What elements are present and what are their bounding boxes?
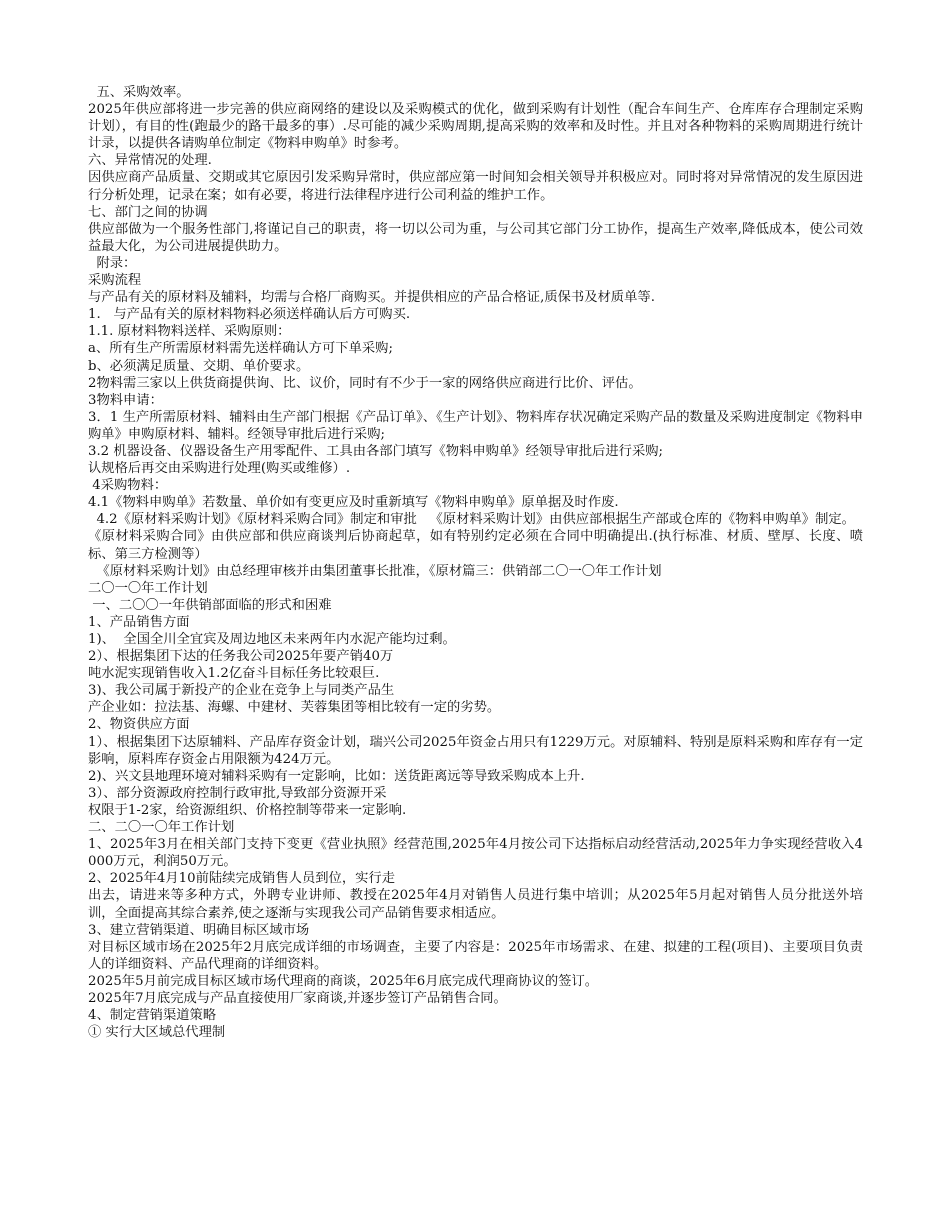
paragraph: 认规格后再交由采购进行处理(购买或维修）. bbox=[88, 461, 351, 477]
paragraph: 3．1 生产所需原材料、辅料由生产部门根据《产品订单》、《生产计划》、物料库存状况确定采购产品的数量及采购进度制定《物料申购单》申购原材料、辅料。经领导审批后进行采购; bbox=[88, 409, 863, 442]
paragraph: 3)、我公司属于新投产的企业在竞争上与同类产品生 bbox=[88, 683, 395, 699]
section-heading: 六、异常情况的处理. bbox=[88, 153, 212, 169]
subsection-heading: 3、建立营销渠道、明确目标区域市场 bbox=[88, 922, 310, 938]
paragraph: 4采购物料： bbox=[88, 478, 168, 494]
paragraph: 《原材料采购计划》由总经理审核并由集团董事长批准，《原材篇三：供销部二〇一〇年工作计划 bbox=[88, 563, 662, 579]
paragraph: ① 实行大区域总代理制 bbox=[88, 1025, 226, 1041]
document-body bbox=[88, 84, 863, 1041]
paragraph: 1）、根据集团下达原辅料、产品库存资金计划，瑞兴公司2025年资金占用只有1229万元。对原辅料、特别是原料采购和库存有一定影响，原料库存资金占用限额为424万元。 bbox=[88, 734, 863, 767]
paragraph: 2025年5月前完成目标区域市场代理商的商谈，2025年6月底完成代理商协议的签订。 bbox=[88, 973, 599, 989]
paragraph: 出去，请进来等多种方式，外聘专业讲师、教授在2025年4月对销售人员进行集中培训；从2025年5月起对销售人员分批送外培训，全面提高其综合素养,使之逐渐与实现我公司产品销售要求相适应。 bbox=[88, 888, 863, 921]
paragraph: 2025年供应部将进一步完善的供应商网络的建设以及采购模式的优化，做到采购有计划性（配合车间生产、仓库库存合理制定采购计划），有目的性(跑最少的路干最多的事）.尽可能的减少采购周期,提高采购的效率和及时性。并且对各种物料的采购周期进行统计计录，以提供各请购单位制定《物料申购单》时参考。 bbox=[88, 102, 863, 152]
document-title: 二〇一〇年工作计划 bbox=[88, 580, 208, 596]
paragraph: 《原材料采购合同》由供应部和供应商谈判后协商起草，如有特别约定必须在合同中明确提出.(执行标准、材质、壁厚、长度、喷标、第三方检测等） bbox=[88, 529, 863, 562]
paragraph: 2)、兴文县地理环境对辅料采购有一定影响，比如：送货距离远等导致采购成本上升. bbox=[88, 768, 585, 784]
subsection-heading: 4、制定营销渠道策略 bbox=[88, 1008, 217, 1024]
paragraph: 产企业如：拉法基、海螺、中建材、芙蓉集团等相比较有一定的劣势。 bbox=[88, 700, 501, 716]
section-heading: 二、二〇一〇年工作计划 bbox=[88, 820, 235, 836]
section-heading: 一、二〇〇一年供销部面临的形式和困难 bbox=[88, 597, 332, 613]
subsection-heading: 2、物资供应方面 bbox=[88, 717, 190, 733]
paragraph: 1、2025年3月在相关部门支持下变更《营业执照》经营范围,2025年4月按公司下达指标启动经营活动,2025年力争实现经营收入4000万元，利润50万元。 bbox=[88, 837, 863, 870]
paragraph: 3物料申请： bbox=[88, 392, 163, 408]
paragraph: 供应部做为一个服务性部门,将谨记自己的职责，将一切以公司为重，与公司其它部门分工协作，提高生产效率,降低成本，使公司效益最大化，为公司进展提供助力。 bbox=[88, 221, 863, 254]
paragraph: 2物料需三家以上供货商提供询、比、议价，同时有不少于一家的网络供应商进行比价、评估。 bbox=[88, 375, 642, 391]
section-heading: 采购流程 bbox=[88, 273, 142, 289]
paragraph: 与产品有关的原材料及辅料，均需与合格厂商购买。并提供相应的产品合格证,质保书及材质单等. bbox=[88, 290, 655, 306]
section-heading: 五、采购效率。 bbox=[88, 85, 190, 100]
paragraph: 1)、 全国全川全宜宾及周边地区未来两年内水泥产能均过剩。 bbox=[88, 632, 456, 647]
paragraph: a、所有生产所需原材料需先送样确认方可下单采购; bbox=[88, 341, 393, 357]
paragraph: 4.2《原材料采购计划》《原材料采购合同》制定和审批 《原材料采购计划》由供应部根据生产部或仓库的《物料申购单》制定。 bbox=[88, 512, 855, 528]
subsection-heading: 1、产品销售方面 bbox=[88, 614, 190, 630]
paragraph: 2025年7月底完成与产品直接使用厂家商谈,并逐步签订产品销售合同。 bbox=[88, 990, 507, 1006]
paragraph: 1. 与产品有关的原材料物料必须送样确认后方可购买. bbox=[88, 307, 411, 323]
section-heading: 七、部门之间的协调 bbox=[88, 204, 208, 220]
paragraph: b、必须满足质量、交期、单价要求。 bbox=[88, 358, 310, 374]
paragraph: 吨水泥实现销售收入1.2亿奋斗目标任务比较艰巨. bbox=[88, 666, 380, 682]
paragraph: 3.2 机器设备、仪器设备生产用零配件、工具由各部门填写《物料申购单》经领导审批后进行采购; bbox=[88, 443, 664, 459]
paragraph: 因供应商产品质量、交期或其它原因引发采购异常时，供应部应第一时间知会相关领导并积极应对。同时将对异常情况的发生原因进行分析处理，记录在案；如有必要，将进行法律程序进行公司利益的维护工作。 bbox=[88, 170, 863, 203]
appendix-heading: 附录： bbox=[88, 255, 137, 271]
paragraph: 对目标区域市场在2025年2月底完成详细的市场调查，主要了内容是：2025年市场需求、在建、拟建的工程(项目)、主要项目负责人的详细资料、产品代理商的详细资料。 bbox=[88, 939, 863, 972]
paragraph: 权限于1-2家，给资源组织、价格控制等带来一定影响. bbox=[88, 802, 407, 818]
paragraph: 1.1. 原材料物料送样、采购原则： bbox=[88, 324, 291, 340]
paragraph: 2）、根据集团下达的任务我公司2025年要产销40万 bbox=[88, 649, 394, 665]
paragraph: 2、2025年4月10前陆续完成销售人员到位，实行走 bbox=[88, 871, 396, 887]
paragraph: 4.1《物料申购单》若数量、单价如有变更应及时重新填写《物料申购单》原单据及时作废. bbox=[88, 495, 619, 511]
paragraph: 3）、部分资源政府控制行政审批,导致部分资源开采 bbox=[88, 785, 387, 801]
